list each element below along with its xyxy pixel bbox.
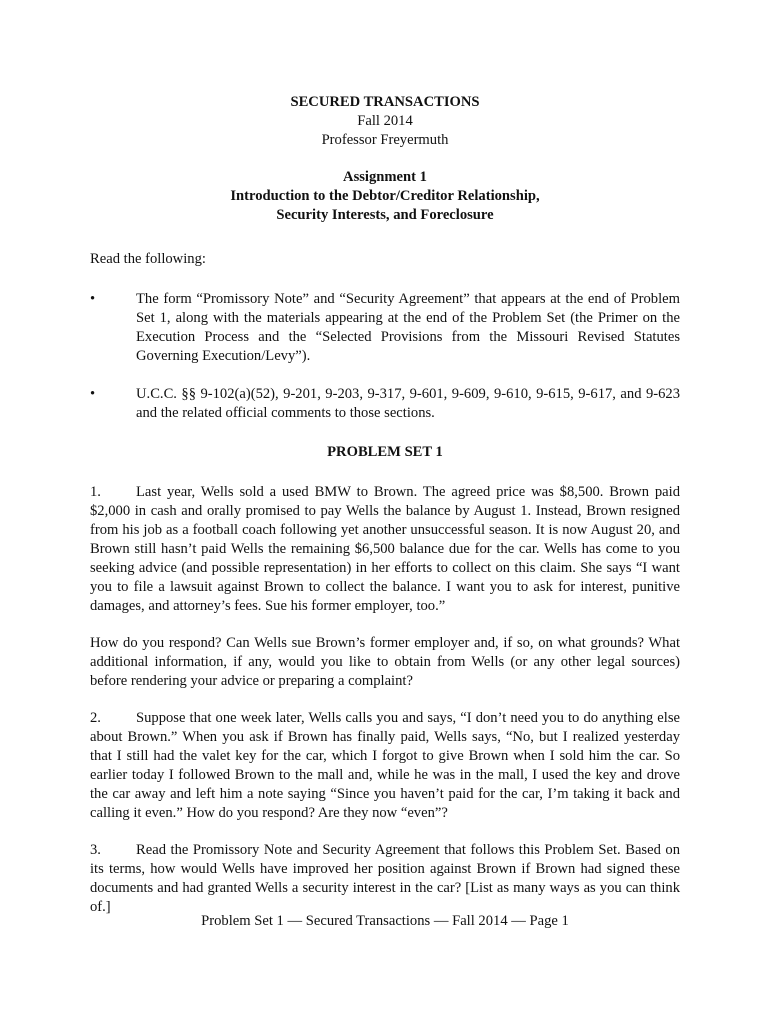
- assignment-label: Assignment 1: [343, 169, 427, 185]
- problem-paragraph: [90, 483, 680, 616]
- problem-text: Suppose that one week later, Wells calls you and says, “I don’t need you to do anything else about Brown.” When you ask if Brown has finally paid, Wells says, “No, but I realized yesterday that I still had the valet key for the car, which I forgot to give Brown when I sold him the car. So earlier today I followed Brown to the mall and, while he was in the mall, I used the key and drove the car away and left him a note saying “Since you haven’t paid for the car, I’m taking it back and calling it even.” How do you respond? Are they now “even”?: [90, 710, 680, 821]
- reading-item: [90, 385, 680, 423]
- problem-list: [90, 483, 680, 917]
- problem-set-title: PROBLEM SET 1: [327, 444, 443, 460]
- reading-item: [90, 290, 680, 366]
- assignment-header: [90, 168, 680, 225]
- problem-text: Last year, Wells sold a used BMW to Brown. The agreed price was $8,500. Brown paid $2,000 in cash and orally promised to pay Wells the balance by August 1. Instead, Brown resigned from his job as a football coach following yet another unsuccessful season. It is now August 20, and Brown still hasn’t paid Wells the remaining $6,500 balance due for the car. Wells has come to you seeking advice (and possible representation) in her efforts to collect on this claim. She says “I want you to file a lawsuit against Brown to collect the balance. I want you to ask for interest, punitive damages, and attorney’s fees. Sue his former employer, too.”: [90, 484, 680, 614]
- problem-paragraph: [90, 709, 680, 823]
- bullet-icon: •: [90, 291, 96, 307]
- document-body: [90, 93, 680, 917]
- reading-list: [90, 290, 680, 423]
- page-footer: Problem Set 1 — Secured Transactions — Fall 2014 — Page 1: [201, 913, 569, 929]
- reading-intro: Read the following:: [90, 251, 206, 267]
- course-title: SECURED TRANSACTIONS: [290, 94, 480, 110]
- assignment-title-line2: Security Interests, and Foreclosure: [276, 207, 494, 223]
- problem-paragraph: [90, 634, 680, 691]
- problem-number: 2.: [90, 710, 101, 726]
- problem-number: 1.: [90, 484, 101, 500]
- bullet-icon: •: [90, 386, 96, 402]
- course-term: Fall 2014: [357, 113, 413, 129]
- assignment-title-line1: Introduction to the Debtor/Creditor Relationship,: [230, 188, 540, 204]
- problem-number: 3.: [90, 842, 101, 858]
- course-header: [90, 93, 680, 150]
- reading-item-text: U.C.C. §§ 9-102(a)(52), 9-201, 9-203, 9-317, 9-601, 9-609, 9-610, 9-615, 9-617, and 9-623 and the related official comments to those sections.: [136, 386, 680, 421]
- reading-item-text: The form “Promissory Note” and “Security Agreement” that appears at the end of Problem Set 1, along with the materials appearing at the end of the Problem Set (the Primer on the Execution Process and the “Selected Provisions from the Missouri Revised Statutes Governing Execution/Levy”).: [136, 291, 680, 364]
- problem-text: How do you respond? Can Wells sue Brown’s former employer and, if so, on what grounds? What additional information, if any, would you like to obtain from Wells (or any other legal sources) before rendering your advice or preparing a complaint?: [90, 635, 680, 689]
- problem-paragraph: [90, 841, 680, 917]
- course-professor: Professor Freyermuth: [321, 132, 449, 148]
- problem-text: Read the Promissory Note and Security Agreement that follows this Problem Set. Based on its terms, how would Wells have improved her position against Brown if Brown had signed these documents and had granted Wells a security interest in the car? [List as many ways as you can think of.]: [90, 842, 680, 915]
